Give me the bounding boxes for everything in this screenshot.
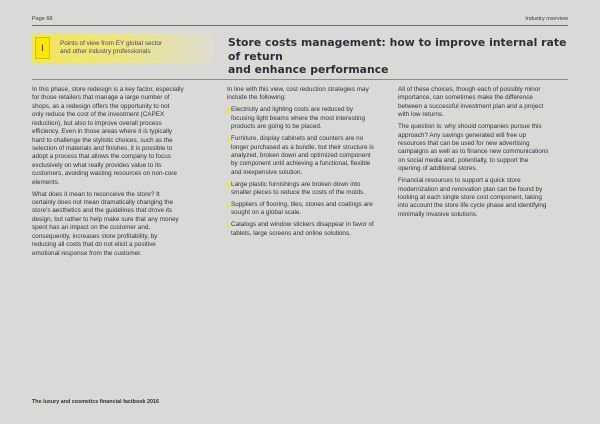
page-header — [32, 16, 568, 22]
bullet-marker — [227, 137, 229, 142]
page-title — [228, 36, 573, 77]
text-line: customers, avoiding wasting resources on non-core — [32, 170, 177, 178]
text-line: selection of materials and finishes, it is possible to — [32, 144, 173, 152]
footer-text: The luxury and cosmetics financial factbook 2016 — [32, 399, 160, 405]
text-line: The question is: why should companies pursue this — [398, 123, 542, 131]
text-line: consequently, increases store profitability, by — [32, 232, 158, 240]
paragraph — [32, 191, 222, 258]
paragraph — [398, 123, 570, 174]
text-line: Electricity and lighting costs are reduced by — [231, 106, 354, 114]
text-line: Financial resources to support a quick store — [398, 177, 521, 185]
text-line: opening of additional stores. — [398, 165, 478, 173]
callout-line: and other industry professionals — [60, 48, 151, 55]
text-line: What does it mean to reconceive the store? It — [32, 190, 160, 198]
bullet-item — [227, 106, 393, 131]
text-line: In this phase, store redesign is a key factor, especially — [32, 86, 184, 93]
callout-text — [60, 40, 162, 56]
text-line: include the following: — [227, 94, 286, 102]
text-line: shops, as a redesign offers the opportunity to not — [32, 102, 170, 110]
text-line: store's aesthetics and the guidelines that drove its — [32, 207, 173, 215]
text-line: efficiency. Even in those areas where it is typically — [32, 128, 173, 136]
text-line: Catalogs and window stickers disappear in favor of — [231, 221, 374, 229]
bullet-marker — [227, 108, 229, 113]
text-line: minimally invasive solutions. — [398, 210, 478, 218]
text-line: exclusively on what really provides value to its — [32, 161, 162, 169]
text-line: with low returns. — [398, 111, 444, 119]
text-line: In line with this view, cost reduction strategies may — [227, 86, 369, 93]
page-number: Page 68 — [32, 16, 53, 22]
text-line: longer purchased as a bundle, but their structure is — [231, 143, 374, 151]
header-divider — [32, 25, 568, 26]
bullet-marker — [227, 203, 229, 208]
text-line: spent has an impact on the customer and, — [32, 224, 151, 232]
text-line: certainly does not mean dramatically changing the — [32, 198, 174, 206]
text-line: for those retailers that manage a large number of — [32, 94, 170, 102]
text-line: into account the store life cycle phase and identifying — [398, 202, 547, 210]
text-line: focusing light beams where the most interesting — [231, 114, 365, 122]
bullet-marker — [227, 182, 229, 187]
text-line: reduction), but also to improve overall process — [32, 119, 162, 127]
column-1 — [32, 86, 222, 261]
callout-number: I — [35, 37, 50, 59]
text-line: approach? Any savings generated will free up — [398, 131, 527, 139]
column-2 — [227, 86, 393, 242]
text-line: hard to challenge the stylistic choices, such as the — [32, 136, 173, 144]
text-line: looking at each single store cost component, taking — [398, 194, 542, 202]
text-line: adopt a process that allows the company to focus — [32, 153, 171, 161]
text-line: Large plastic furnishings are broken down into — [231, 180, 361, 188]
paragraph — [227, 86, 393, 103]
title-divider — [32, 79, 568, 80]
text-line: All of these choices, though each of possibly minor — [398, 86, 541, 93]
text-line: on social media and, potentially, to support the — [398, 156, 529, 164]
bullet-item — [227, 181, 393, 198]
paragraph — [398, 177, 570, 219]
text-line: analyzed, broken down and optimized component — [231, 151, 371, 159]
text-line: sought on a global scale. — [231, 209, 302, 217]
text-line: reducing all costs that do not elicit a positive — [32, 241, 156, 249]
text-line: tablets, large screens and online solutions. — [231, 229, 351, 237]
text-line: design, but rather to help make sure that any money — [32, 215, 179, 223]
text-line: only reduce the cost of the investment (CAPEX — [32, 111, 165, 119]
paragraph — [32, 86, 222, 187]
text-line: elements. — [32, 178, 60, 186]
callout-line: Points of view from EY global sector — [60, 40, 163, 47]
text-line: and inexpensive solution. — [231, 168, 303, 176]
text-line: importance, can sometimes make the difference — [398, 94, 533, 102]
text-line: between a successful investment plan and a project — [398, 102, 544, 110]
bullet-item — [227, 201, 393, 218]
text-line: emotional response from the customer. — [32, 249, 142, 257]
bullet-marker — [227, 223, 229, 228]
text-line: modernization and renovation plan can be found by — [398, 185, 543, 193]
text-line: campaigns as well as to finance new communications — [398, 148, 549, 156]
section-label: Industry overview — [525, 16, 568, 22]
column-3 — [398, 86, 570, 223]
callout-box — [32, 33, 214, 63]
text-line: by component until achieving a functional, flexible — [231, 160, 371, 168]
text-line: Suppliers of flooring, tiles, stones and coatings are — [231, 201, 373, 209]
bullet-item — [227, 221, 393, 238]
title-line: and enhance performance — [228, 63, 389, 76]
text-line: resources that can be used for new advertising — [398, 140, 530, 148]
text-line: Furniture, display cabinets and counters are no — [231, 135, 364, 143]
title-line: Store costs management: how to improve internal rate of return — [228, 36, 567, 63]
paragraph — [398, 86, 570, 120]
text-line: products are going to be placed. — [231, 123, 322, 131]
text-line: smaller pieces to reduce the costs of the molds. — [231, 189, 365, 197]
bullet-item — [227, 135, 393, 177]
